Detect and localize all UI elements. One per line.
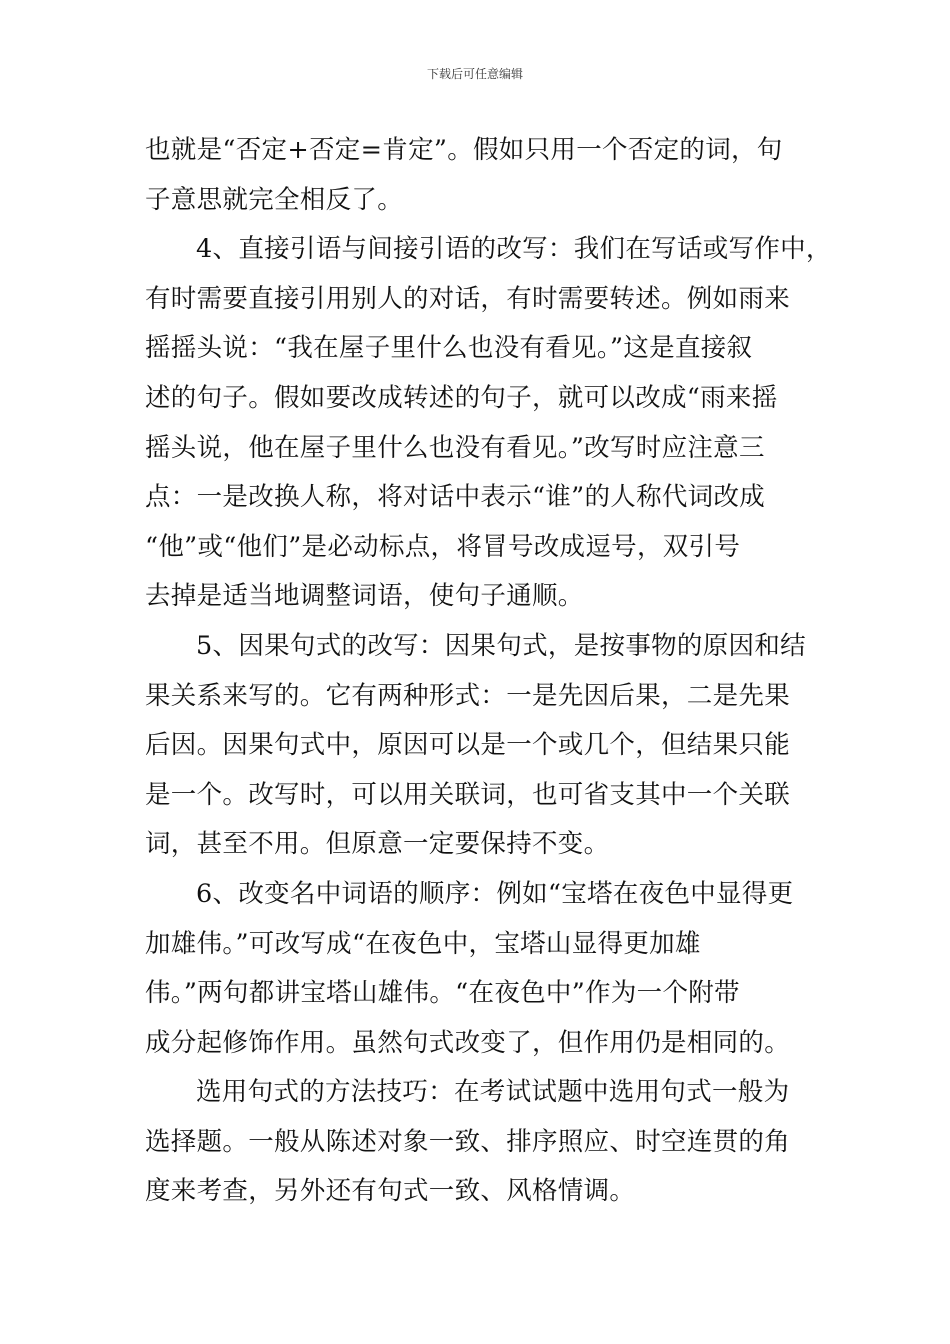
text-line: 点：一是改换人称，将对话中表示“谁”的人称代词改成 — [145, 482, 766, 513]
text-line: 果关系来写的。它有两种形式：一是先因后果，二是先果 — [145, 680, 791, 711]
text-line: “他”或“他们”是必动标点，将冒号改成逗号，双引号 — [145, 531, 741, 562]
text-line: 子意思就完全相反了。 — [145, 184, 404, 215]
text-line: 度来考查，另外还有句式一致、风格情调。 — [145, 1176, 636, 1207]
text-line: 摇头说，他在屋子里什么也没有看见。”改写时应注意三 — [145, 432, 765, 463]
text-line: 选择题。一般从陈述对象一致、排序照应、时空连贯的角 — [145, 1126, 791, 1157]
text-line: 有时需要直接引用别人的对话，有时需要转述。例如雨来 — [145, 283, 791, 314]
text-line: 后因。因果句式中，原因可以是一个或几个，但结果只能 — [145, 730, 791, 761]
text-line: 述的句子。假如要改成转述的句子，就可以改成“雨来摇 — [145, 382, 778, 413]
text-line: 也就是“否定+否定=肯定”。假如只用一个否定的词，句 — [145, 135, 783, 165]
document-body — [145, 126, 832, 1217]
text-line: 摇摇头说：“我在屋子里什么也没有看见。”这是直接叙 — [145, 333, 753, 364]
page-header: 下载后可任意编辑 — [426, 67, 523, 81]
text-line: 5、因果句式的改写：因果句式，是按事物的原因和结 — [196, 630, 806, 661]
text-line: 伟。”两句都讲宝塔山雄伟。“在夜色中”作为一个附带 — [145, 978, 740, 1009]
text-line: 词，甚至不用。但原意一定要保持不变。 — [145, 829, 610, 860]
text-line: 6、改变名中词语的顺序：例如“宝塔在夜色中显得更 — [196, 878, 794, 909]
text-line: 加雄伟。”可改写成“在夜色中，宝塔山显得更加雄 — [145, 928, 701, 959]
text-line: 去掉是适当地调整词语，使句子通顺。 — [145, 581, 584, 612]
text-line: 成分起修饰作用。虽然句式改变了，但作用仍是相同的。 — [145, 1027, 791, 1058]
text-line: 是一个。改写时，可以用关联词，也可省支其中一个关联 — [145, 779, 791, 810]
text-line: 4、直接引语与间接引语的改写：我们在写话或写作中， — [196, 234, 832, 265]
text-line: 选用句式的方法技巧：在考试试题中选用句式一般为 — [196, 1077, 790, 1108]
